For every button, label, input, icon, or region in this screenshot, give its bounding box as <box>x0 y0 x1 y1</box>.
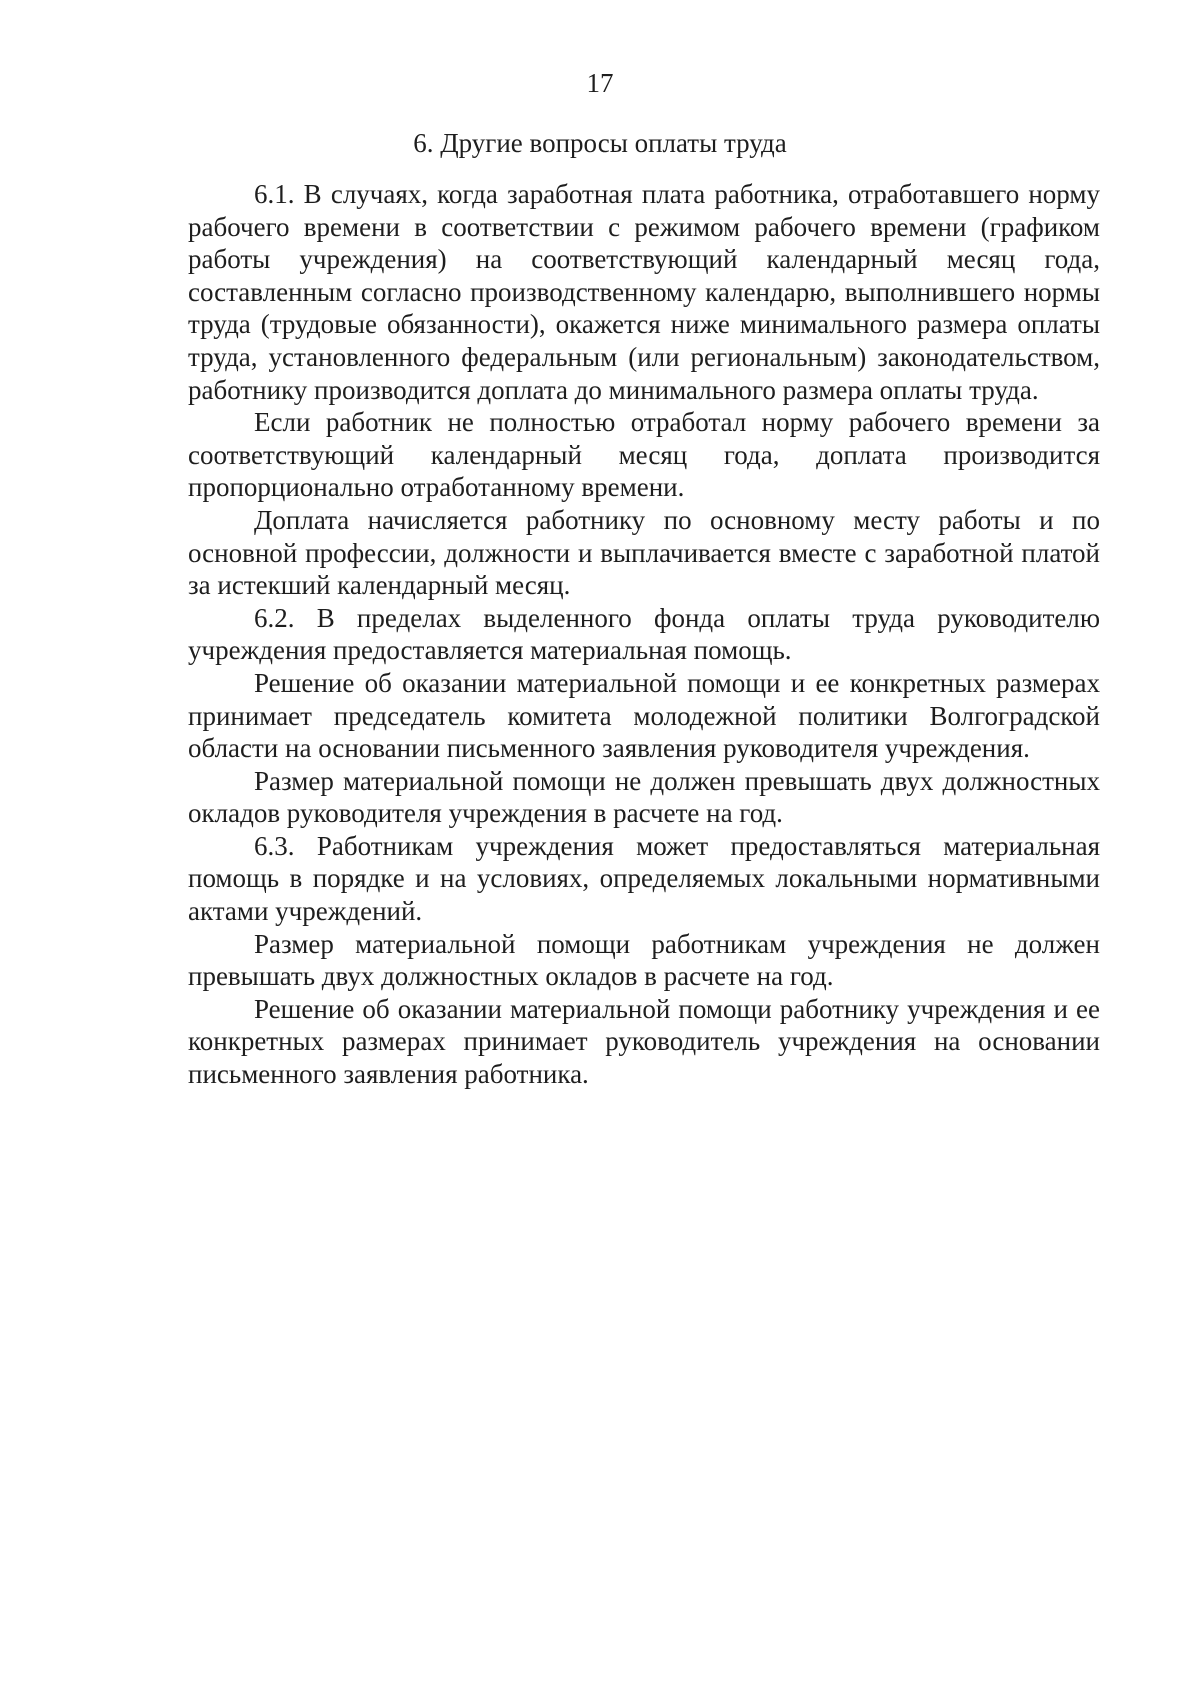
paragraph-payment-place: Доплата начисляется работнику по основному месту работы и по основной профессии, должности и выплачивается вместе с заработной платой за истекший календарный месяц. <box>188 504 1100 601</box>
paragraph-6-1: 6.1. В случаях, когда заработная плата работника, отработавшего норму рабочего времени в соответствии с режимом рабочего времени (графиком работы учреждения) на соответствующий календарный месяц года, составленным согласно производственному календарю, выполнившего нормы труда (трудовые обязанности), окажется ниже минимального размера оплаты труда, установленного федеральным (или региональным) законодательством, работнику производится доплата до минимального размера оплаты труда. <box>188 179 1100 405</box>
paragraph-decision-head: Решение об оказании материальной помощи работнику учреждения и ее конкретных размерах принимает руководитель учреждения на основании письменного заявления работника. <box>188 993 1100 1090</box>
paragraph-6-2: 6.2. В пределах выделенного фонда оплаты труда руководителю учреждения предоставляется материальная помощь. <box>188 602 1100 666</box>
paragraph-aid-limit-staff: Размер материальной помощи работникам учреждения не должен превышать двух должностных окладов в расчете на год. <box>188 928 1100 992</box>
section-title: 6. Другие вопросы оплаты труда <box>413 128 787 158</box>
paragraph-partial-norm: Если работник не полностью отработал норму рабочего времени за соответствующий календарный месяц года, доплата производится пропорционально отработанному времени. <box>188 407 1100 503</box>
page-number: 17 <box>586 68 614 98</box>
document-body <box>188 178 1100 1091</box>
paragraph-6-3: 6.3. Работникам учреждения может предоставляться материальная помощь в порядке и на условиях, определяемых локальными нормативными актами учреждений. <box>188 830 1100 927</box>
paragraph-decision-chairman: Решение об оказании материальной помощи и ее конкретных размерах принимает председатель комитета молодежной политики Волгоградской области на основании письменного заявления руководителя учреждения. <box>188 667 1100 764</box>
paragraph-aid-limit-head: Размер материальной помощи не должен превышать двух должностных окладов руководителя учреждения в расчете на год. <box>188 765 1100 829</box>
